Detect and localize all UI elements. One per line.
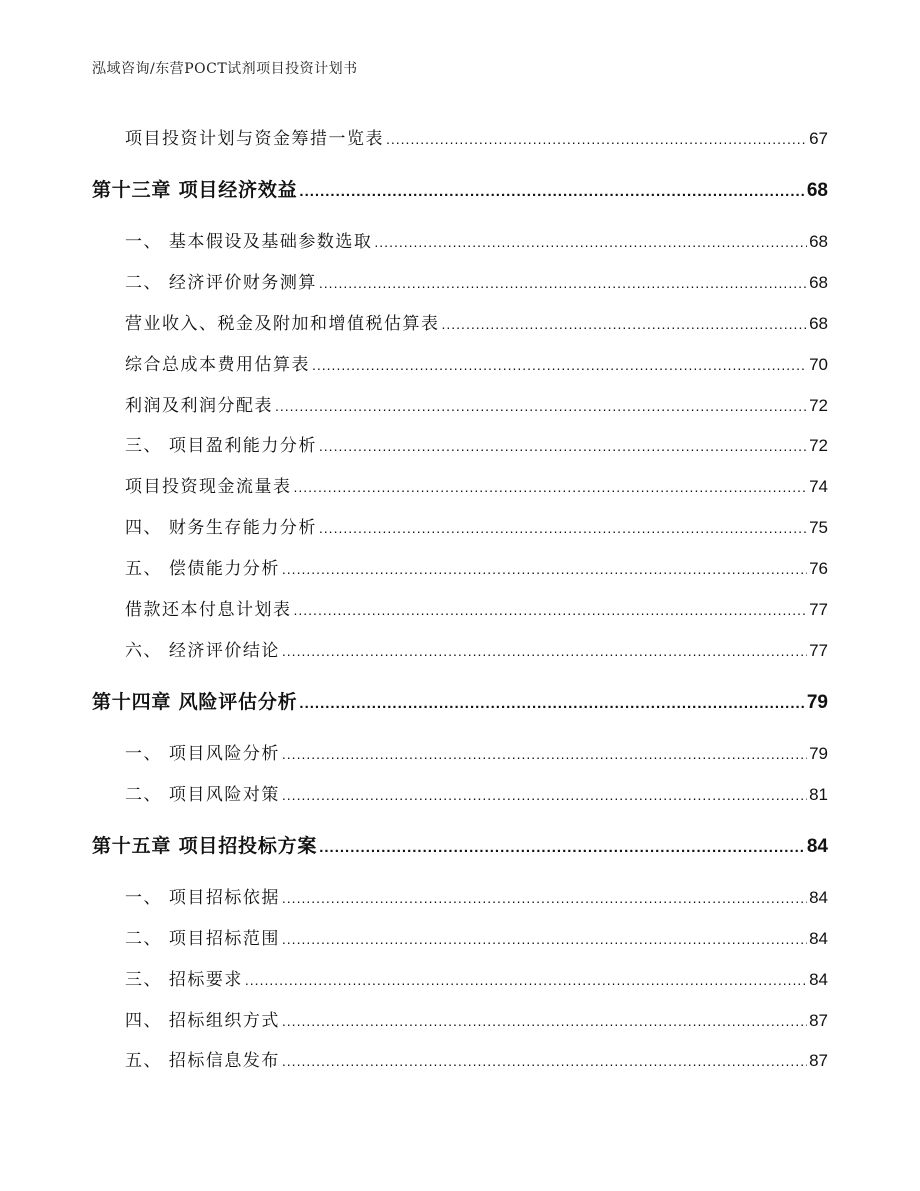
toc-entry-label: 三、 招标要求 [125,970,243,990]
toc-entry-label: 二、 经济评价财务测算 [125,273,317,293]
toc-dot-leader [282,890,807,906]
toc-dot-leader [282,746,807,762]
toc-page-number: 77 [809,600,828,619]
toc-chapter-entry[interactable] [92,687,828,714]
toc-dot-leader [294,602,808,618]
toc-entry[interactable] [125,350,828,375]
toc-dot-leader [319,839,805,856]
toc-entry[interactable] [125,1046,828,1071]
toc-page-number: 84 [806,836,828,857]
toc-entry[interactable] [125,513,828,538]
toc-dot-leader [282,1053,807,1069]
toc-dot-leader [319,520,807,536]
toc-entry-label: 五、 招标信息发布 [125,1051,280,1071]
toc-page-number: 84 [809,888,828,907]
toc-entry-label: 项目投资现金流量表 [125,477,292,497]
toc-entry-label: 六、 经济评价结论 [125,641,280,661]
toc-entry[interactable] [125,636,828,661]
toc-dot-leader [282,1013,807,1029]
toc-entry-label: 三、 项目盈利能力分析 [125,436,317,456]
toc-dot-leader [282,561,807,577]
toc-page-number: 68 [806,180,828,201]
toc-entry-label: 利润及利润分配表 [125,396,273,416]
toc-entry-label: 项目投资计划与资金筹措一览表 [125,129,384,149]
toc-entry-label: 四、 财务生存能力分析 [125,518,317,538]
toc-entry-label: 五、 偿债能力分析 [125,559,280,579]
toc-page-number: 68 [809,314,828,333]
toc-page-number: 87 [809,1051,828,1070]
toc-entry-label: 二、 项目招标范围 [125,929,280,949]
toc-entry[interactable] [125,391,828,416]
toc-dot-leader [386,131,807,147]
toc-dot-leader [282,787,807,803]
toc-dot-leader [299,695,804,712]
toc-entry-label: 第十四章 风险评估分析 [92,691,298,713]
toc-page-number: 72 [809,396,828,415]
toc-entry-label: 一、 基本假设及基础参数选取 [125,232,373,252]
page-header: 泓域咨询/东营POCT试剂项目投资计划书 [92,61,358,77]
toc-entry[interactable] [125,554,828,579]
toc-entry[interactable] [125,472,828,497]
toc-page-number: 84 [809,970,828,989]
toc-entry-label: 借款还本付息计划表 [125,600,292,620]
toc-dot-leader [245,972,807,988]
toc-page-number: 81 [809,785,828,804]
toc-entry[interactable] [125,739,828,764]
toc-dot-leader [374,234,807,250]
toc-entry[interactable] [125,309,828,334]
toc-page-number: 72 [809,436,828,455]
toc-page-number: 79 [809,744,828,763]
toc-entry[interactable] [125,924,828,949]
toc-entry[interactable] [125,965,828,990]
toc-dot-leader [282,643,807,659]
toc-entry[interactable] [125,124,828,149]
toc-page-number: 70 [809,355,828,374]
toc-entry[interactable] [125,431,828,456]
toc-entry[interactable] [125,268,828,293]
toc-page-number: 79 [806,692,828,713]
toc-page-number: 87 [809,1011,828,1030]
toc-dot-leader [319,438,807,454]
toc-entry-label: 第十三章 项目经济效益 [92,179,298,201]
toc-dot-leader [319,275,807,291]
toc-page-number: 75 [809,518,828,537]
toc-entry-label: 综合总成本费用估算表 [125,355,310,375]
toc-entry[interactable] [125,883,828,908]
toc-entry-label: 营业收入、税金及附加和增值税估算表 [125,314,440,334]
toc-page-number: 74 [809,477,828,496]
toc-entry[interactable] [125,227,828,252]
toc-entry[interactable] [125,780,828,805]
toc-entry-label: 第十五章 项目招投标方案 [92,835,318,857]
toc-page-number: 84 [809,929,828,948]
toc-page-number: 68 [809,273,828,292]
toc-page-number: 68 [809,232,828,251]
toc-dot-leader [312,357,807,373]
toc-entry[interactable] [125,595,828,620]
toc-dot-leader [442,316,808,332]
toc-dot-leader [282,931,807,947]
toc-entry-label: 一、 项目招标依据 [125,888,280,908]
toc-page-number: 67 [809,129,828,148]
toc-dot-leader [299,183,804,200]
toc-entry-label: 一、 项目风险分析 [125,744,280,764]
toc-entry-label: 二、 项目风险对策 [125,785,280,805]
toc-chapter-entry[interactable] [92,175,828,202]
toc-page-number: 77 [809,641,828,660]
toc-page-number: 76 [809,559,828,578]
toc-entry-label: 四、 招标组织方式 [125,1011,280,1031]
toc-dot-leader [294,479,808,495]
toc-entry[interactable] [125,1006,828,1031]
toc-dot-leader [275,398,807,414]
toc-chapter-entry[interactable] [92,831,828,858]
